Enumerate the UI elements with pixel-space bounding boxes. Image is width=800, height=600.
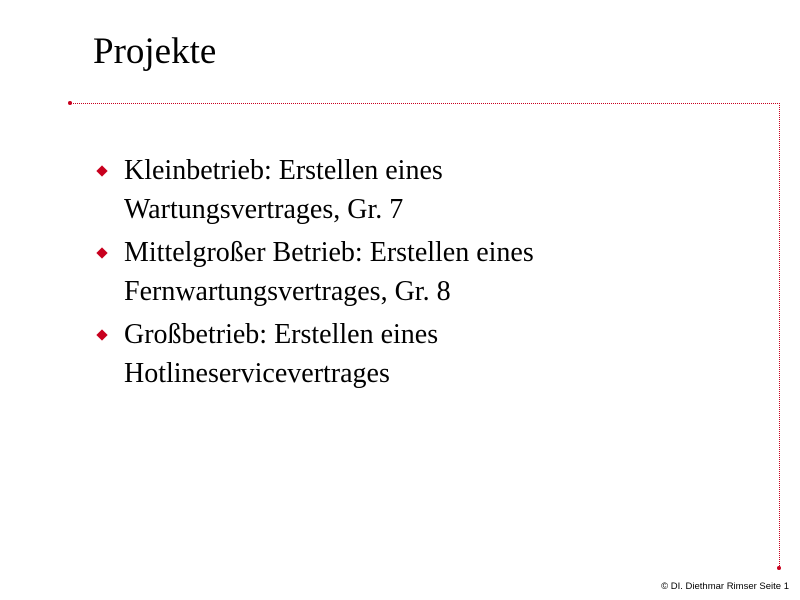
bullet-line: Hotlineservicevertrages: [124, 357, 390, 389]
frame-corner-dot-bottom: [777, 566, 781, 570]
bullet-list: [96, 152, 716, 398]
footer-copyright: © DI. Diethmar Rimser Seite 1: [661, 581, 789, 592]
bullet-line: Kleinbetrieb: Erstellen eines: [124, 155, 443, 186]
diamond-bullet-icon: [96, 329, 107, 340]
diamond-bullet-icon: [96, 247, 107, 258]
bullet-line: Großbetrieb: Erstellen eines: [124, 319, 439, 350]
frame-corner-dot-left: [68, 101, 72, 105]
bullet-line: Wartungsvertrages, Gr. 7: [124, 193, 404, 225]
bullet-line: Mittelgroßer Betrieb: Erstellen eines: [124, 237, 534, 268]
slide-title: Projekte: [93, 31, 217, 72]
bullet-item: [96, 234, 716, 311]
bullet-item: [96, 152, 716, 229]
bullet-line: Fernwartungsvertrages, Gr. 8: [124, 275, 451, 307]
bullet-item: [96, 316, 716, 393]
diamond-bullet-icon: [96, 165, 107, 176]
